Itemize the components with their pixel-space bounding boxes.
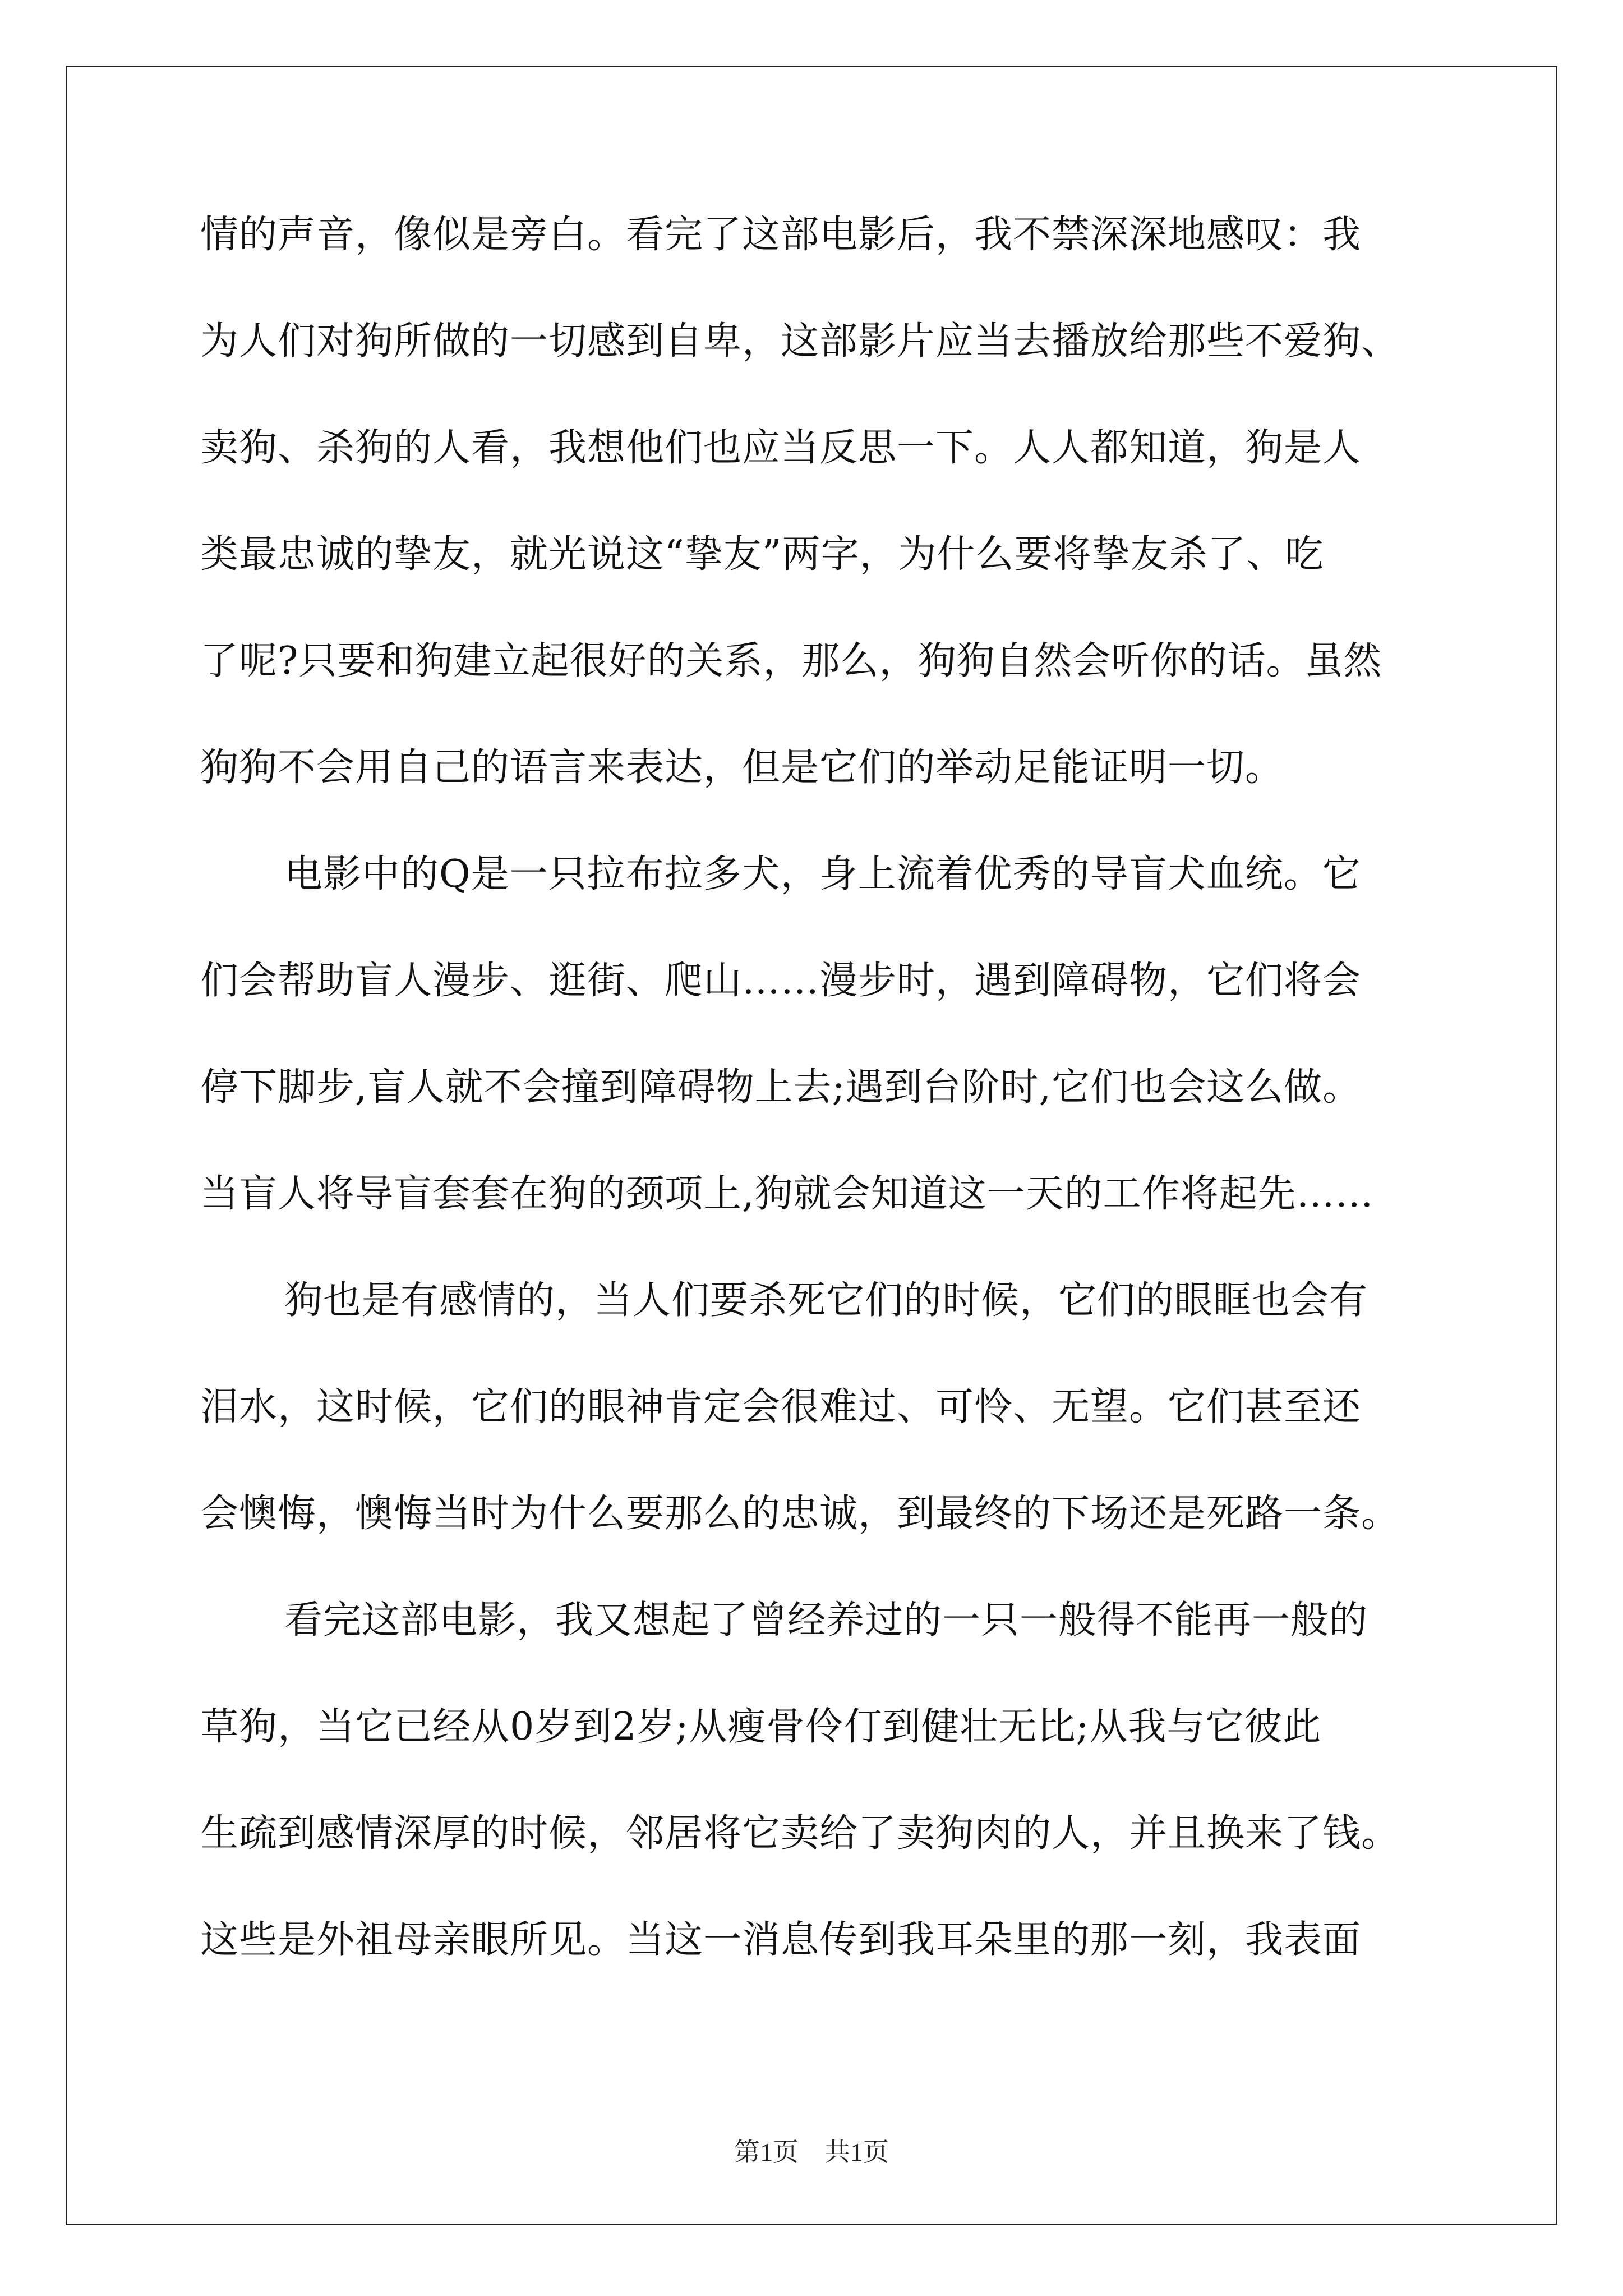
text-line: 卖狗、杀狗的人看，我想他们也应当反思一下。人人都知道，狗是人 bbox=[200, 426, 1362, 470]
text-line: 了呢?只要和狗建立起很好的关系，那么，狗狗自然会听你的话。虽然 bbox=[200, 639, 1382, 683]
document-body bbox=[200, 213, 1434, 2028]
paragraph-start-line: 电影中的Q是一只拉布拉多犬，身上流着优秀的导盲犬血统。它 bbox=[284, 852, 1361, 896]
text-line: 狗狗不会用自己的语言来表达，但是它们的举动足能证明一切。 bbox=[200, 746, 1284, 790]
text-line: 会懊悔，懊悔当时为什么要那么的忠诚，到最终的下场还是死路一条。 bbox=[200, 1492, 1400, 1536]
text-line: 情的声音，像似是旁白。看完了这部电影后，我不禁深深地感叹：我 bbox=[200, 213, 1362, 257]
text-line: 为人们对狗所做的一切感到自卑，这部影片应当去播放给那些不爱狗、 bbox=[200, 319, 1400, 364]
text-line: 草狗，当它已经从0岁到2岁;从瘦骨伶仃到健壮无比;从我与它彼此 bbox=[200, 1705, 1322, 1749]
paragraph-start-line: 看完这部电影，我又想起了曾经养过的一只一般得不能再一般的 bbox=[284, 1598, 1368, 1642]
text-line: 生疏到感情深厚的时候，邻居将它卖给了卖狗肉的人，并且换来了钱。 bbox=[200, 1811, 1400, 1856]
text-line: 当盲人将导盲套套在狗的颈项上,狗就会知道这一天的工作将起先…… bbox=[200, 1172, 1374, 1216]
text-line: 们会帮助盲人漫步、逛街、爬山……漫步时，遇到障碍物，它们将会 bbox=[200, 959, 1362, 1003]
text-line: 停下脚步,盲人就不会撞到障碍物上去;遇到台阶时,它们也会这么做。 bbox=[200, 1065, 1362, 1110]
paragraph-start-line: 狗也是有感情的，当人们要杀死它们的时候，它们的眼眶也会有 bbox=[284, 1278, 1368, 1323]
text-line: 泪水，这时候，它们的眼神肯定会很难过、可怜、无望。它们甚至还 bbox=[200, 1385, 1362, 1429]
text-line: 这些是外祖母亲眼所见。当这一消息传到我耳朵里的那一刻，我表面 bbox=[200, 1918, 1362, 1962]
page-number-footer: 第1页 共1页 bbox=[734, 2138, 889, 2166]
text-line: 类最忠诚的挚友，就光说这“挚友”两字，为什么要将挚友杀了、吃 bbox=[200, 532, 1324, 577]
